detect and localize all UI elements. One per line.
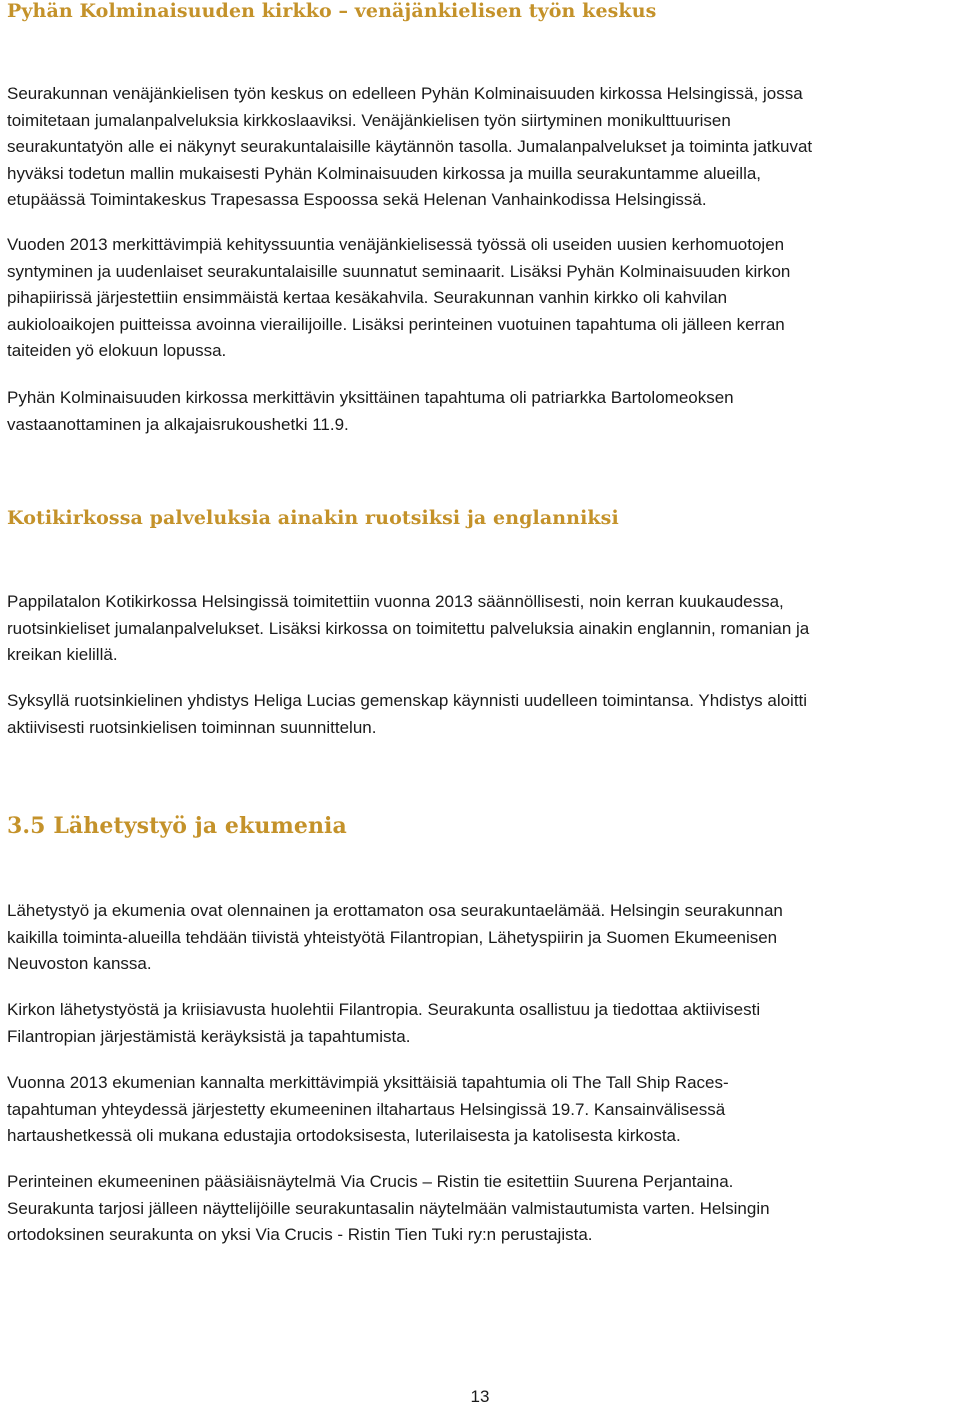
paragraph xyxy=(7,1070,729,1150)
text-line: tapahtuman yhteydessä järjestetty ekumeeninen iltahartaus Helsingissä 19.7. Kansainvälisessä xyxy=(7,1099,726,1119)
text-line: hyväksi todetun mallin mukaisesti Pyhän Kolminaisuuden kirkossa ja muilla seurakuntamme alueilla, xyxy=(7,163,762,183)
text-line: Pyhän Kolminaisuuden kirkossa merkittävin yksittäinen tapahtuma oli patriarkka Bartolomeoksen xyxy=(7,388,734,407)
text-line: toimitetaan jumalanpalveluksia kirkkoslaaviksi. Venäjänkielisen työn siirtyminen monikulttuurisen xyxy=(7,110,731,130)
paragraph xyxy=(7,1169,770,1249)
paragraph xyxy=(7,997,760,1050)
text-line: Syksyllä ruotsinkielinen yhdistys Heliga Lucias gemenskap käynnisti uudelleen toimintansa. Yhdistys aloitti xyxy=(7,691,808,710)
section-heading-trinity-church: Pyhän Kolminaisuuden kirkko – venäjänkielisen työn keskus xyxy=(7,0,657,22)
text-line: Vuonna 2013 ekumenian kannalta merkittävimpiä yksittäisiä tapahtumia oli The Tall Ship Races- xyxy=(7,1073,729,1092)
text-line: Vuoden 2013 merkittävimpiä kehityssuuntia venäjänkielisessä työssä oli useiden uusien kerhomuotojen xyxy=(7,235,785,254)
paragraph xyxy=(7,589,809,669)
text-line: pihapiirissä järjestettiin ensimmäistä kertaa kesäkahvila. Seurakunnan vanhin kirkko oli kahvilan xyxy=(7,288,728,307)
text-line: etupäässä Toimintakeskus Trapesassa Espoossa sekä Helenan Vanhainkodissa Helsingissä. xyxy=(7,190,707,209)
text-line: taiteiden yö elokuun lopussa. xyxy=(7,341,227,360)
text-line: Seurakunnan venäjänkielisen työn keskus on edelleen Pyhän Kolminaisuuden kirkossa Helsingissä, jossa xyxy=(7,84,803,103)
paragraph xyxy=(7,232,790,365)
text-line: Filantropian järjestämistä keräyksistä ja tapahtumista. xyxy=(7,1026,411,1046)
text-line: aukioloaikojen puitteissa avoinna vierailijoille. Lisäksi perinteinen vuotuinen tapahtuma oli jälleen kerran xyxy=(7,314,785,334)
section-heading-mission-ecumenism: 3.5 Lähetystyö ja ekumenia xyxy=(7,813,347,839)
text-line: hartaushetkessä oli mukana edustajia ortodoksisesta, luterilaisesta ja katolisesta kirkosta. xyxy=(7,1126,681,1145)
text-line: Lähetystyö ja ekumenia ovat olennainen ja erottamaton osa seurakuntaelämää. Helsingin seurakunnan xyxy=(7,901,783,920)
section-heading-home-church: Kotikirkossa palveluksia ainakin ruotsiksi ja englanniksi xyxy=(7,507,619,529)
text-line: ruotsinkieliset jumalanpalvelukset. Lisäksi kirkossa on toimitettu palveluksia ainakin englannin, romanian ja xyxy=(7,618,810,638)
text-line: Perinteinen ekumeeninen pääsiäisnäytelmä Via Crucis – Ristin tie esitettiin Suurena Perjantaina. xyxy=(7,1172,734,1191)
text-line: ortodoksinen seurakunta on yksi Via Crucis - Ristin Tien Tuki ry:n perustajista. xyxy=(7,1225,593,1244)
text-line: Neuvoston kanssa. xyxy=(7,954,152,973)
text-line: kreikan kielillä. xyxy=(7,645,118,664)
page-number: 13 xyxy=(470,1387,490,1406)
paragraph xyxy=(7,81,812,214)
text-line: kaikilla toiminta-alueilla tehdään tiivistä yhteistyötä Filantropian, Lähetyspiirin ja Suomen Ekumeenisen xyxy=(7,927,778,947)
text-line: seurakuntatyön alle ei näkynyt seurakuntalaisille käytännön tasolla. Jumalanpalvelukset ja toiminta jatkuvat xyxy=(7,137,813,156)
text-line: Pappilatalon Kotikirkossa Helsingissä toimitettiin vuonna 2013 säännöllisesti, noin kerran kuukaudessa, xyxy=(7,592,784,611)
text-line: Kirkon lähetystyöstä ja kriisiavusta huolehtii Filantropia. Seurakunta osallistuu ja tiedottaa aktiivisesti xyxy=(7,1000,761,1019)
paragraph xyxy=(7,898,783,978)
text-line: vastaanottaminen ja alkajaisrukoushetki 11.9. xyxy=(7,414,349,434)
paragraph xyxy=(7,385,734,438)
text-line: Seurakunta tarjosi jälleen näyttelijöille seurakuntasalin näytelmään valmistautumista varten. Helsingin xyxy=(7,1198,770,1218)
text-line: syntyminen ja uudenlaiset seurakuntalaisille suunnatut seminaarit. Lisäksi Pyhän Kolminaisuuden kirkon xyxy=(7,261,791,281)
paragraph xyxy=(7,688,807,741)
text-line: aktiivisesti ruotsinkielisen toiminnan suunnittelun. xyxy=(7,717,377,737)
